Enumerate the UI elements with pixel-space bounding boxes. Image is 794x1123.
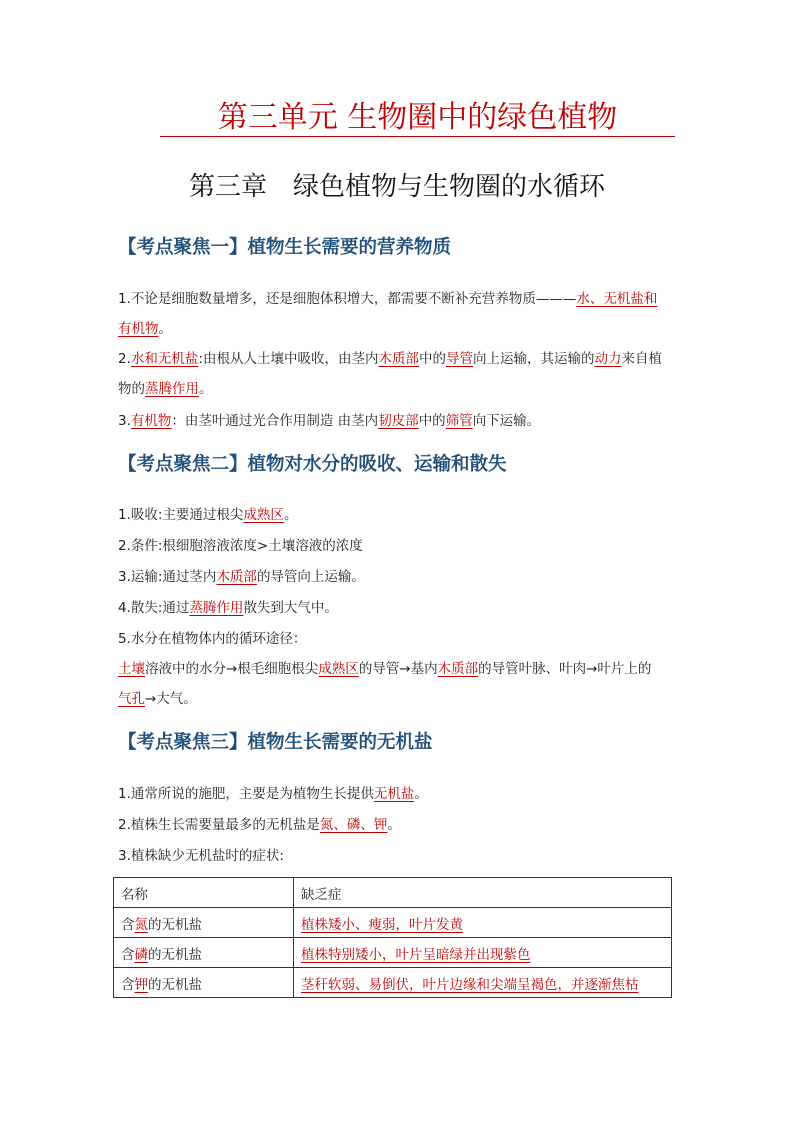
key-term: 无机盐: [373, 786, 415, 802]
paragraph-line: 3.有机物：由茎叶通过光合作用制造 由茎内韧皮部中的筛管向下运输。: [118, 413, 541, 429]
paragraph-line: 1.吸收:主要通过根尖成熟区。: [118, 507, 298, 523]
table-header-cell: 缺乏症: [294, 878, 672, 908]
key-term: 有机物: [130, 413, 172, 429]
section-heading-1: 【考点聚焦一】植物生长需要的营养物质: [118, 237, 452, 258]
paragraph-line: 3.运输:通过茎内木质部的导管向上运输。: [118, 569, 365, 585]
key-term: 筛管: [445, 413, 473, 429]
table-cell-symptom: 植株特别矮小，叶片呈暗绿并出现紫色: [294, 938, 672, 968]
paragraph-line: 有机物。: [118, 321, 172, 337]
key-term: 木质部: [216, 569, 257, 585]
table-cell-symptom: 植株矮小、瘦弱，叶片发黄: [294, 908, 672, 938]
paragraph-line: 5.水分在植物体内的循环途径：: [118, 631, 307, 647]
paragraph-line: 气孔→大气。: [118, 691, 197, 707]
paragraph-line: 1.通常所说的施肥，主要是为植物生长提供无机盐。: [118, 786, 428, 802]
key-term: 蒸腾作用: [189, 600, 244, 616]
section-heading-3: 【考点聚焦三】植物生长需要的无机盐: [118, 732, 433, 753]
table-cell-nutrient: 含氮的无机盐: [114, 908, 294, 938]
paragraph-line: 3.植株缺少无机盐时的症状:: [118, 848, 284, 864]
key-term: 导管: [445, 351, 473, 367]
key-term: 动力: [594, 351, 622, 367]
table-header-cell: 名称: [114, 878, 294, 908]
table-row: [114, 968, 672, 998]
table-cell-symptom: 茎秆软弱、易倒伏，叶片边缘和尖端呈褐色，并逐渐焦枯: [294, 968, 672, 998]
table-cell-nutrient: 含磷的无机盐: [114, 938, 294, 968]
table-header-row: [114, 878, 672, 908]
key-term: 木质部: [378, 351, 419, 367]
table-row: [114, 908, 672, 938]
key-term: 韧皮部: [378, 413, 419, 429]
chapter-title: 第三章 绿色植物与生物圈的水循环: [188, 172, 605, 202]
key-term: 蒸腾作用: [145, 381, 199, 397]
unit-title: 第三单元 生物圈中的绿色植物: [160, 100, 675, 137]
paragraph-line: 1.不论是细胞数量增多，还是细胞体积增大，都需要不断补充营养物质———水、无机盐和: [118, 291, 658, 307]
paragraph-line: 2.植株生长需要量最多的无机盐是氮、磷、钾。: [118, 817, 401, 833]
paragraph-line: 4.散失:通过蒸腾作用散失到大气中。: [118, 600, 338, 616]
key-term: 木质部: [437, 661, 479, 677]
paragraph-line: 土壤溶液中的水分→根毛细胞根尖成熟区的导管→基内木质部的导管叶脉、叶肉→叶片上的: [118, 661, 652, 677]
key-term: 水和无机盐: [130, 351, 199, 367]
key-term: 成熟区: [318, 661, 359, 677]
deficiency-table: [113, 877, 672, 998]
section-heading-2: 【考点聚焦二】植物对水分的吸收、运输和散失: [118, 454, 507, 475]
key-term: 气孔: [118, 691, 145, 707]
paragraph-line: 物的蒸腾作用。: [118, 381, 213, 397]
key-term: 成熟区: [243, 507, 284, 523]
key-term: 水、无机盐和: [576, 291, 658, 307]
key-term: 土壤: [118, 661, 145, 677]
key-term: 有机物: [118, 321, 159, 337]
table-cell-nutrient: 含钾的无机盐: [114, 968, 294, 998]
paragraph-line: 2.水和无机盐:由根从人土壤中吸收，由茎内木质部中的导管向上运输，其运输的动力来自植: [118, 351, 662, 367]
table-row: [114, 938, 672, 968]
paragraph-line: 2.条件:根细胞溶液浓度>土壤溶液的浓度: [118, 538, 363, 554]
key-term: 氮、磷、钾: [319, 817, 388, 833]
